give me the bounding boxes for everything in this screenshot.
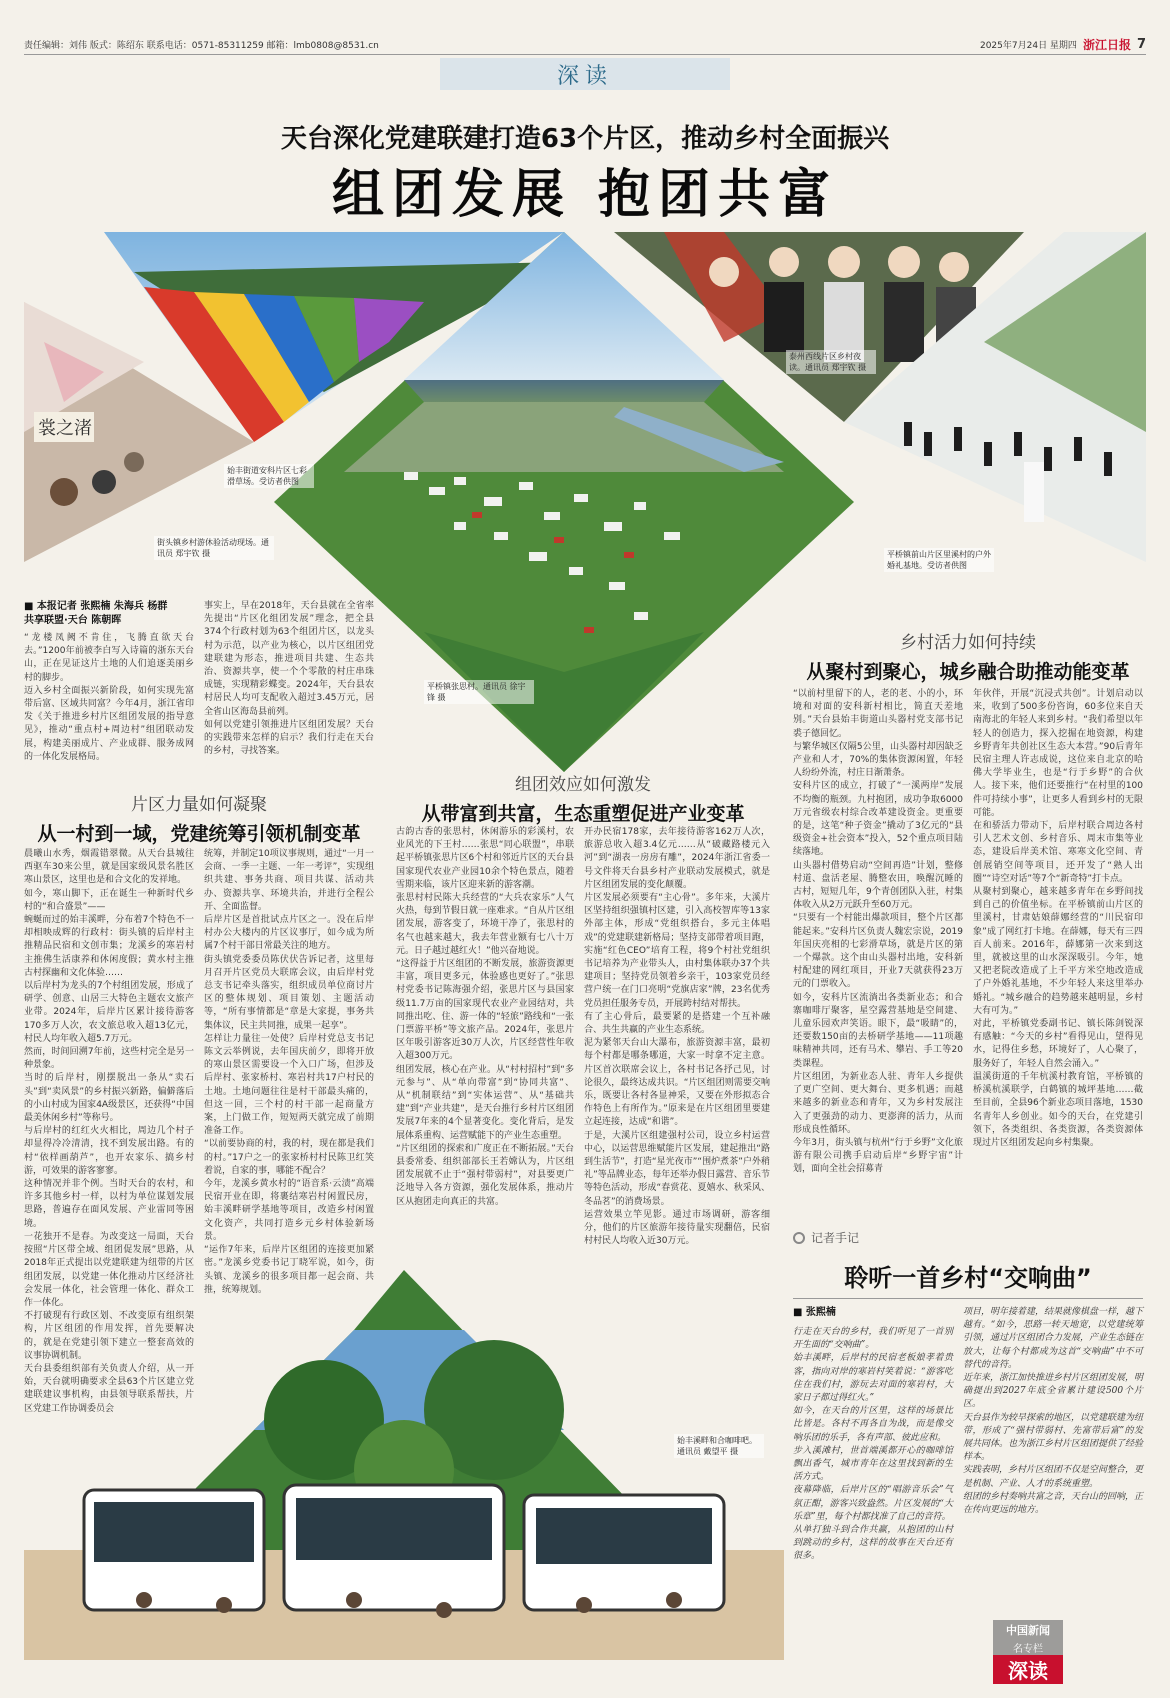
notes-tag-label: 记者手记 <box>811 1231 860 1245</box>
logo-line-2: 名专栏 <box>993 1640 1063 1655</box>
section-1-title: 从一村到一域，党建统筹引领机制变革 <box>37 823 361 845</box>
section-1-col-2: 统筹，并制定10项议事规则，通过“一月一会商、一季一主题、一年一考评”，实现组织共建、事务共商、项目共谋、活动共办、资源共享、环境共治，并进行全程公开、全面监督。 后岸片区是首批试点片区之一。没在后岸村办公大楼内的片区议事厅，如今成为所属7个村干部日常最关注的地方。 街头镇党委委员陈伏伏告诉记者，这里每月召开片区党员大联席会议，由后岸村党总支书记牵头落实，组织成员单位商讨片区的整体规划、项目策划、主题活动等，“所有事情都是“章是大家提，事务共集体议，民主共同推，成果一起享”。 怎样让力量往一处使？后岸村党总支书记陈文云举例说，去年国庆前夕，即将开放的寒山景区需要设一个入口广场，但涉及后岸村、张家桥村、寒岩村共17户村民的土地。土地问题往往是村干部最头痛的，但这一回，三个村的村干部一起商量方案，上门做工作，短短两天就完成了前期准备工作。 “以前要协商的村，我的村，现在都是我们的村。”17户之一的张家桥村村民陈卫红笑着说，自家的事，哪能不配合？ 今年，龙溪乡黄水村的“语音系·云渍”高端民宿开业在即，将裹结寒岩村闲置民房，始丰溪畔研学基地等项目，改造乡村闲置文化资产，共同打造乡元乡村体验新场景。 “运作7年来，后岸片区组团的连接更加紧密。”龙溪乡党委书记丁晓军说，如今，街头镇、龙溪乡的很多项目都一起会商、共推，统筹规划。 <box>204 849 374 1295</box>
section-3-kicker: 乡村活力如何持续 <box>900 633 1036 653</box>
photo-cafe-svg <box>24 1270 784 1660</box>
section-2-col-2: 开办民宿178家，去年接待游客162万人次，旅游总收入超3.4亿元……从“破藏路楼元入河”到“湖表一房房有雕”，2024年浙江省委一号文件将天台县乡村产业联动发展模式，就是片区组团发展的变化颠覆。 片区发展必须要有“主心骨”。多年来，大溪片区坚持组织强镇村区建，引入高校智库等13家外部主体，形成“党组织搭台，多元主体唱戏”的党建联建新格局；坚持支部带着项目跑，实施“红色CEO”培育工程，将9个村社党组织书记培养为产业带头人，由村集体联办37个共建项目；坚持党员领着乡亲干，103家党员经营户统一在门口亮明“党旗店家”牌，23名优秀党员担任服务专员，开展跨村结对帮扶。 有了主心骨后，最要紧的是搭建一个互补融合、共生共赢的产业生态系统。 泥为紧邻天台山大瀑布，旅游资源丰富，最初每个村都是哪条哪道，大家一时拿不定主意。片区首次联席会议上，各村书记各抒己见，讨论很久，最终达成共识。“片区组团则需要交响乐，既要让各村各显神采，又要在外形拟态合作特色上有所作为。”原来是在片区组团里要建立起连接，达成“和谐”。 于是，大溪片区组建强村公司，设立乡村运营中心，以运营思维赋能片区发展，建起推出“路到生活节”，打造“星光夜市”“围炉煮茶”户外稍礼”等品牌业态，每年还举办假日露营、音乐节等特色活动，形成“春赏花、夏嬉水、秋采风、冬品茗”的消费场景。 运营效果立竿见影。通过市场调研，游客细分，他们的片区旅游年接待量实现翻倍，民宿村村民人均收入近30万元。 <box>584 827 770 1247</box>
notes-title: 聆听一首乡村“交响曲” <box>844 1264 1092 1292</box>
section-3-col-2: 年伙伴，开展“沉浸式共创”。计划启动以来，收到了500多份咨询，60多位来自天南海北的年轻人来到乡村。“我们希望以年轻人的创造力，探入挖掘在地资源，构建乡野青年共创社区生态大本营。”90后青年民宿主理人许志成说，这位来自北京的哈佛大学毕业生，也是“行于乡野”的合伙人。接下来，他们还要推行“在村里的100件可持续小事”，让更多人看到乡村的无限可能。 在和骄活力带动下，后岸村联合周边各村引人艺术文创、乡村音乐、周末市集等业态，建设后岸美术馆、寒寒文化空间、青创展销空间等项目，还开发了“熟人出圈”“诗空对话”等7个“新奇特”打卡点。 从聚村到聚心，越来越多青年在乡野间找到自己的价值坐标。在平桥镇前山片区的里溪村，甘肃姑娘薛娜经营的“川民宿印象”成了网红打卡地。在薛娜，每天有三四百人前来。2016年，薛娜第一次来到这里，就被这里的山水深深吸引。今年，她又把老院改造成了上千平方米空地改造成了户外婚礼基地，不少年轻人来这里举办婚礼。“城乡融合的趋势越来越明显，乡村大有可为。” 对此，平桥镇党委副书记、镇长陈剑锐深有感触：“今天的乡村”看得见山，望得见水，记得住乡愁，环境好了，人心聚了，服务好了，年轻人自然会涌入。” 温溪街道的千年杭溪村教育馆，平桥镇的桥溪杭溪联学，白鹤镇的城坪基地……截至目前，全县96个新业态项目落地，1530名青年人乡创业。如今的天台，在党建引领下，各类组织、各类资源，各类资源体现过片区组团发起向乡村集聚。 <box>973 689 1143 1148</box>
issue-date: 2025年7月24日 星期四 <box>979 41 1077 51</box>
logo-line-1: 中国新闻 <box>993 1620 1063 1640</box>
page-number: 7 <box>1136 37 1146 52</box>
masthead: 浙江日报 <box>1082 38 1131 52</box>
intro-col-2: 事实上，早在2018年，天台县就在全省率先提出“片区化组团发展”理念，把全县374个行政村划为63个组团片区，以龙头村为示范，以产业为核心，以片区组团党建联建为形态，推进项目共建、生态共治、资源共享，使一个个零散的村庄串珠成链，实现精彩蝶变。2024年，天台县农村居民人均可支配收入超过3.45万元，居全省山区海岛县前列。 如何以党建引领推进片区组团发展？天台的实践带来怎样的启示？我们行走在天台的乡村，寻找答案。 <box>204 601 374 757</box>
caption-wedding: 平桥镇前山片区里溪村的户外婚礼基地。受访者供图 <box>884 548 994 572</box>
section-1-head <box>24 790 374 846</box>
notes-col-2: 项目，明年接着建，结果就像棋盘一样，越下越有。“如今，思路一转天地宽，以党建统筹引领，通过片区组团合力发展，产业生态链在放大，让每个村都成为这首“交响曲”中不可替代的音符。 近年来，浙江加快推进乡村片区组团发展，明确提出到2027年底全省累计建设500个片区。 天台县作为较早探索的地区，以党建联建为纽带，形成了“强村带弱村、先富带后富”的发展共同体。也为浙江乡村片区组团提供了经验样本。 实践表明，乡村片区组团不仅是空间整合，更是机制、产业、人才的系统重塑。 组团的乡村奏响共富之音，天台山的回响，正在传向更远的地方。 <box>963 1307 1144 1516</box>
section-2-head <box>388 770 778 826</box>
notes-tag-icon <box>793 1232 805 1244</box>
editor-info: 责任编辑：刘伟 版式：陈绍东 联系电话：0571-85311259 邮箱：lmb0808@8531.cn <box>24 41 379 51</box>
caption-reading: 泰州西线片区乡村夜读。通讯员 郑宇钦 摄 <box>786 350 876 374</box>
header-right <box>980 36 1146 53</box>
logo-line-3: 深读 <box>993 1655 1063 1684</box>
section-label: 深读 <box>556 63 613 89</box>
section-2-kicker: 组团效应如何激发 <box>515 775 651 795</box>
caption-cafe: 始丰溪畔和合咖啡吧。通讯员 戴望平 摄 <box>674 1434 764 1458</box>
header-divider <box>24 54 1146 55</box>
section-1-col-1: 晨曦山水秀，烟霞错翠微。从天台县城往西驱车30来公里，就是国家级风景名胜区寒山景区，这里也是和合文化的发祥地。 如今，寒山脚下，正在诞生一种新时代乡村的“和合盛景”—— 蜿蜒而过的始丰溪畔，分布着7个特色不一却相映成辉的行政村：街头镇的后岸村主推精品民宿和文创市集；龙溪乡的寒岩村主推佛生活康养和休闲度假；黄水村主推古村探幽和文化体验…… 以后岸村为龙头的7个村组团发展，形成了研学、创意、山居三大特色主题农文旅产业带。2024年，后岸片区累计接待游客170多万人次，农文旅总收入超13亿元，村民人均年收入超5.7万元。 然而，时间回溯7年前，这些村完全是另一种景象。 当时的后岸村，刚摆脱出一条从“卖石头”到“卖风景”的乡村振兴新路，偏僻落后的小山村成为国家4A级景区，还获得“中国最美休闲乡村”等称号。 与后岸村的红红火火相比，周边几个村子却显得冷冷清清，找不到发展出路。有的村“依样画葫芦”，也开农家乐、搞乡村游，可效果的游客寥寥。 这种情况并非个例。当时天台的农村，和许多其他乡村一样，以村为单位谋划发展思路，普遍存在面风发展、产业雷同等困境。 一花独开不是春。为改变这一局面，天台按照“片区带全域、组团促发展”思路，从2018年正式提出以党建联建为纽带的片区组团发展，以党建一体化推动片区经济社会发展一体化，社会管理一体化、群众工作一体化。 不打破现有行政区划、不改变原有组织架构，片区组团的作用发挥，首先要解决的，就是在党建引领下建立一整套高效的议事协调机制。 天台县委组织部有关负责人介绍，从一开始，天台就明确要求全县63个片区建立党建联建议事机构，由县领导联系帮扶，片区党建工作协调委员会 <box>24 849 194 1414</box>
notes-author: ■ 张熙楠 <box>793 1307 836 1318</box>
section-2-title: 从带富到共富，生态重塑促进产业变革 <box>421 803 745 825</box>
notes-col-1: 行走在天台的乡村，我们听见了一首别开生面的“交响曲”。 始丰溪畔，后岸村的民宿老板娘孝着贵客，指向对岸的寒岩村笑着说：“游客吃住在我们村，游玩去对面的寒岩村，大家日子都过得红火。” 如今，在天台的片区里，这样的场景比比皆是。各村不再各自为战，而是像交响乐团的乐手，各有声部、彼此应和。 步入溪滩村，世首端溪都开心的咖啡馆飘出香气，城市青年在这里找到新的生活方式。 夜幕降临，后岸片区的“唱游音乐会”气氛正酣，游客兴致盎然。片区发展的“大乐章”里，每个村都找准了自己的音符。 从单打独斗到合作共赢，从抱团的山村到跳动的乡村，这样的故事在天台还有很多。 <box>793 1327 953 1562</box>
headline: 组团发展 抱团共富 <box>331 164 839 225</box>
section-2-col-1: 古韵古香的张思村，休闲游乐的彩溪村，农业风光的下王村……张思“同心联盟”，串联起平桥镇张思片区6个村和邻近片区的天台县国家现代农业产业园10余个特色景点，随着雪期来临，该片区迎来新的游客潮。 张思村村民陈大兵经营的“大兵农家乐”人气火热，每到节假日就一座难求。“自从片区组团发展，游客变了，环境干净了，张思村的名气也越来越大，我去年营业额有七八十万元。日子越过越红火！”他兴奋地说。 “这得益于片区组团的不断发展，旅游资源更丰富，项目更多元，体验感也更好了。”张思村党委书记陈海强介绍，张思片区与县国家级11.7万亩的国家现代农业产业园结对，共同推出吃、住、游一体的“轻旅”路线和“一张门票游平桥”等文旅产品。2024年，张思片区年吸引游客近30万人次，片区经营性年收入超300万元。 组团发展，核心在产业。从“村村招村”到“多元参与”、从“单向带富”到“协同共富”、从“机制联结”到“实体运营”、从“基础共建”到“产业共建”，是天台推行乡村片区组团发展7年来的4个显著变化。变化背后，是发展体系重构、运营赋能下的产业生态重塑。 “片区组团的探索和广度正在不断拓展。”天台县委常委、组织部部长王若嫦认为，片区组团发展就不止于“强村带弱村”，对县要更广泛地导入各方资源，强化发展体系，推动片区从抱团走向真正的共富。 <box>396 827 574 1207</box>
column-logo <box>993 1620 1063 1683</box>
svg-text:裳之渚: 裳之渚 <box>38 418 92 439</box>
page-header <box>24 36 1146 52</box>
caption-slide: 始丰街道安科片区七彩滑草场。受访者供图 <box>224 464 314 488</box>
intro-col-1: “龙楼凤阙不肯住，飞腾直欲天台去。”1200年前被李白写入诗篇的浙东天台山，正在见证这片土地的人们追逐美丽乡村的脚步。 迈入乡村全面振兴新阶段，如何实现先富带后富、区域共同富？今年4月，浙江省印发《关于推进乡村片区组团发展的指导意见》，推动“重点村+周边村”组团联动发展，构建美丽成片、产业成群、服务成网的一体化发展格局。 <box>24 633 194 762</box>
byline: ■ 本报记者 张熙楠 朱海兵 杨群 共享联盟·天台 陈朝晖 <box>24 601 168 626</box>
caption-market: 街头镇乡村游休验活动现场。通讯员 郑宇钦 摄 <box>154 536 274 560</box>
subtitle: 天台深化党建联建打造63个片区，推动乡村全面振兴 <box>280 124 890 154</box>
notes-tag <box>793 1229 859 1246</box>
notes-divider <box>793 1298 1143 1299</box>
photo-cafe <box>24 1270 784 1660</box>
section-banner <box>440 58 730 90</box>
caption-town: 平桥镇张思村。通讯员 徐宇锋 摄 <box>424 680 534 704</box>
section-3-title: 从聚村到聚心，城乡融合助推动能变革 <box>806 661 1130 683</box>
section-3-head <box>790 628 1146 684</box>
section-3-col-1: “以前村里留下的人，老的老、小的小，环境和对面的安科新村相比，简直天差地别。”天台县始丰街道山头器村党支部书记裘子德回忆。 与繁华城区仅隔5公里，山头器村却因缺乏产业和人才，70%的集体资源闲置，年轻人纷纷外流，村庄日渐萧条。 安科片区的成立，打破了“一溪两岸”发展不均衡的瓶颈。九村抱团，成功争取6000万元省级农村综合改革建设资金。更重要的是，这笔“种子资金”撬动了3亿元的“县级资金+社会资本”投入，52个重点项目陆续落地。 山头器村借势启动“空间再造”计划，整修村道、盘活老屋、腾整农田，唤醒沉睡的古村，短短几年，9个青创团队入驻，村集体收入从2万元跃升至60万元。 “只要有一个村能出爆款项目，整个片区都能起来。”安科片区负责人魏宏宗说，2019年国庆亮相的七彩滑草场，就是片区的第一个爆款。这个由山头器村出地，安科新村配建的网红项目，开业7天就获得23万元的门票收入。 如今，安科片区流淌出各类新业态；和合寨咖啡厅聚客，星空露营基地是空间建、儿童乐园欢声笑语。眼下，最“吸睛”的，还要数150亩的去桥研学基地——11项趣味精神共同，还有马术、攀岩、手工等20类课程。 片区组团，为新业态人驻、青年人乡提供了更广空间、更大舞台、更多机遇；而越来越多的新业态和青年，又为乡村发展注入了更强劲的动力、更澎湃的活力，从而形成良性循环。 今年3月，街头镇与杭州“行于乡野”文化旅游有限公司携手启动后岸“乡野宇宙”计划，面向全社会招募青 <box>793 689 963 1175</box>
section-1-kicker: 片区力量如何凝聚 <box>131 795 267 815</box>
